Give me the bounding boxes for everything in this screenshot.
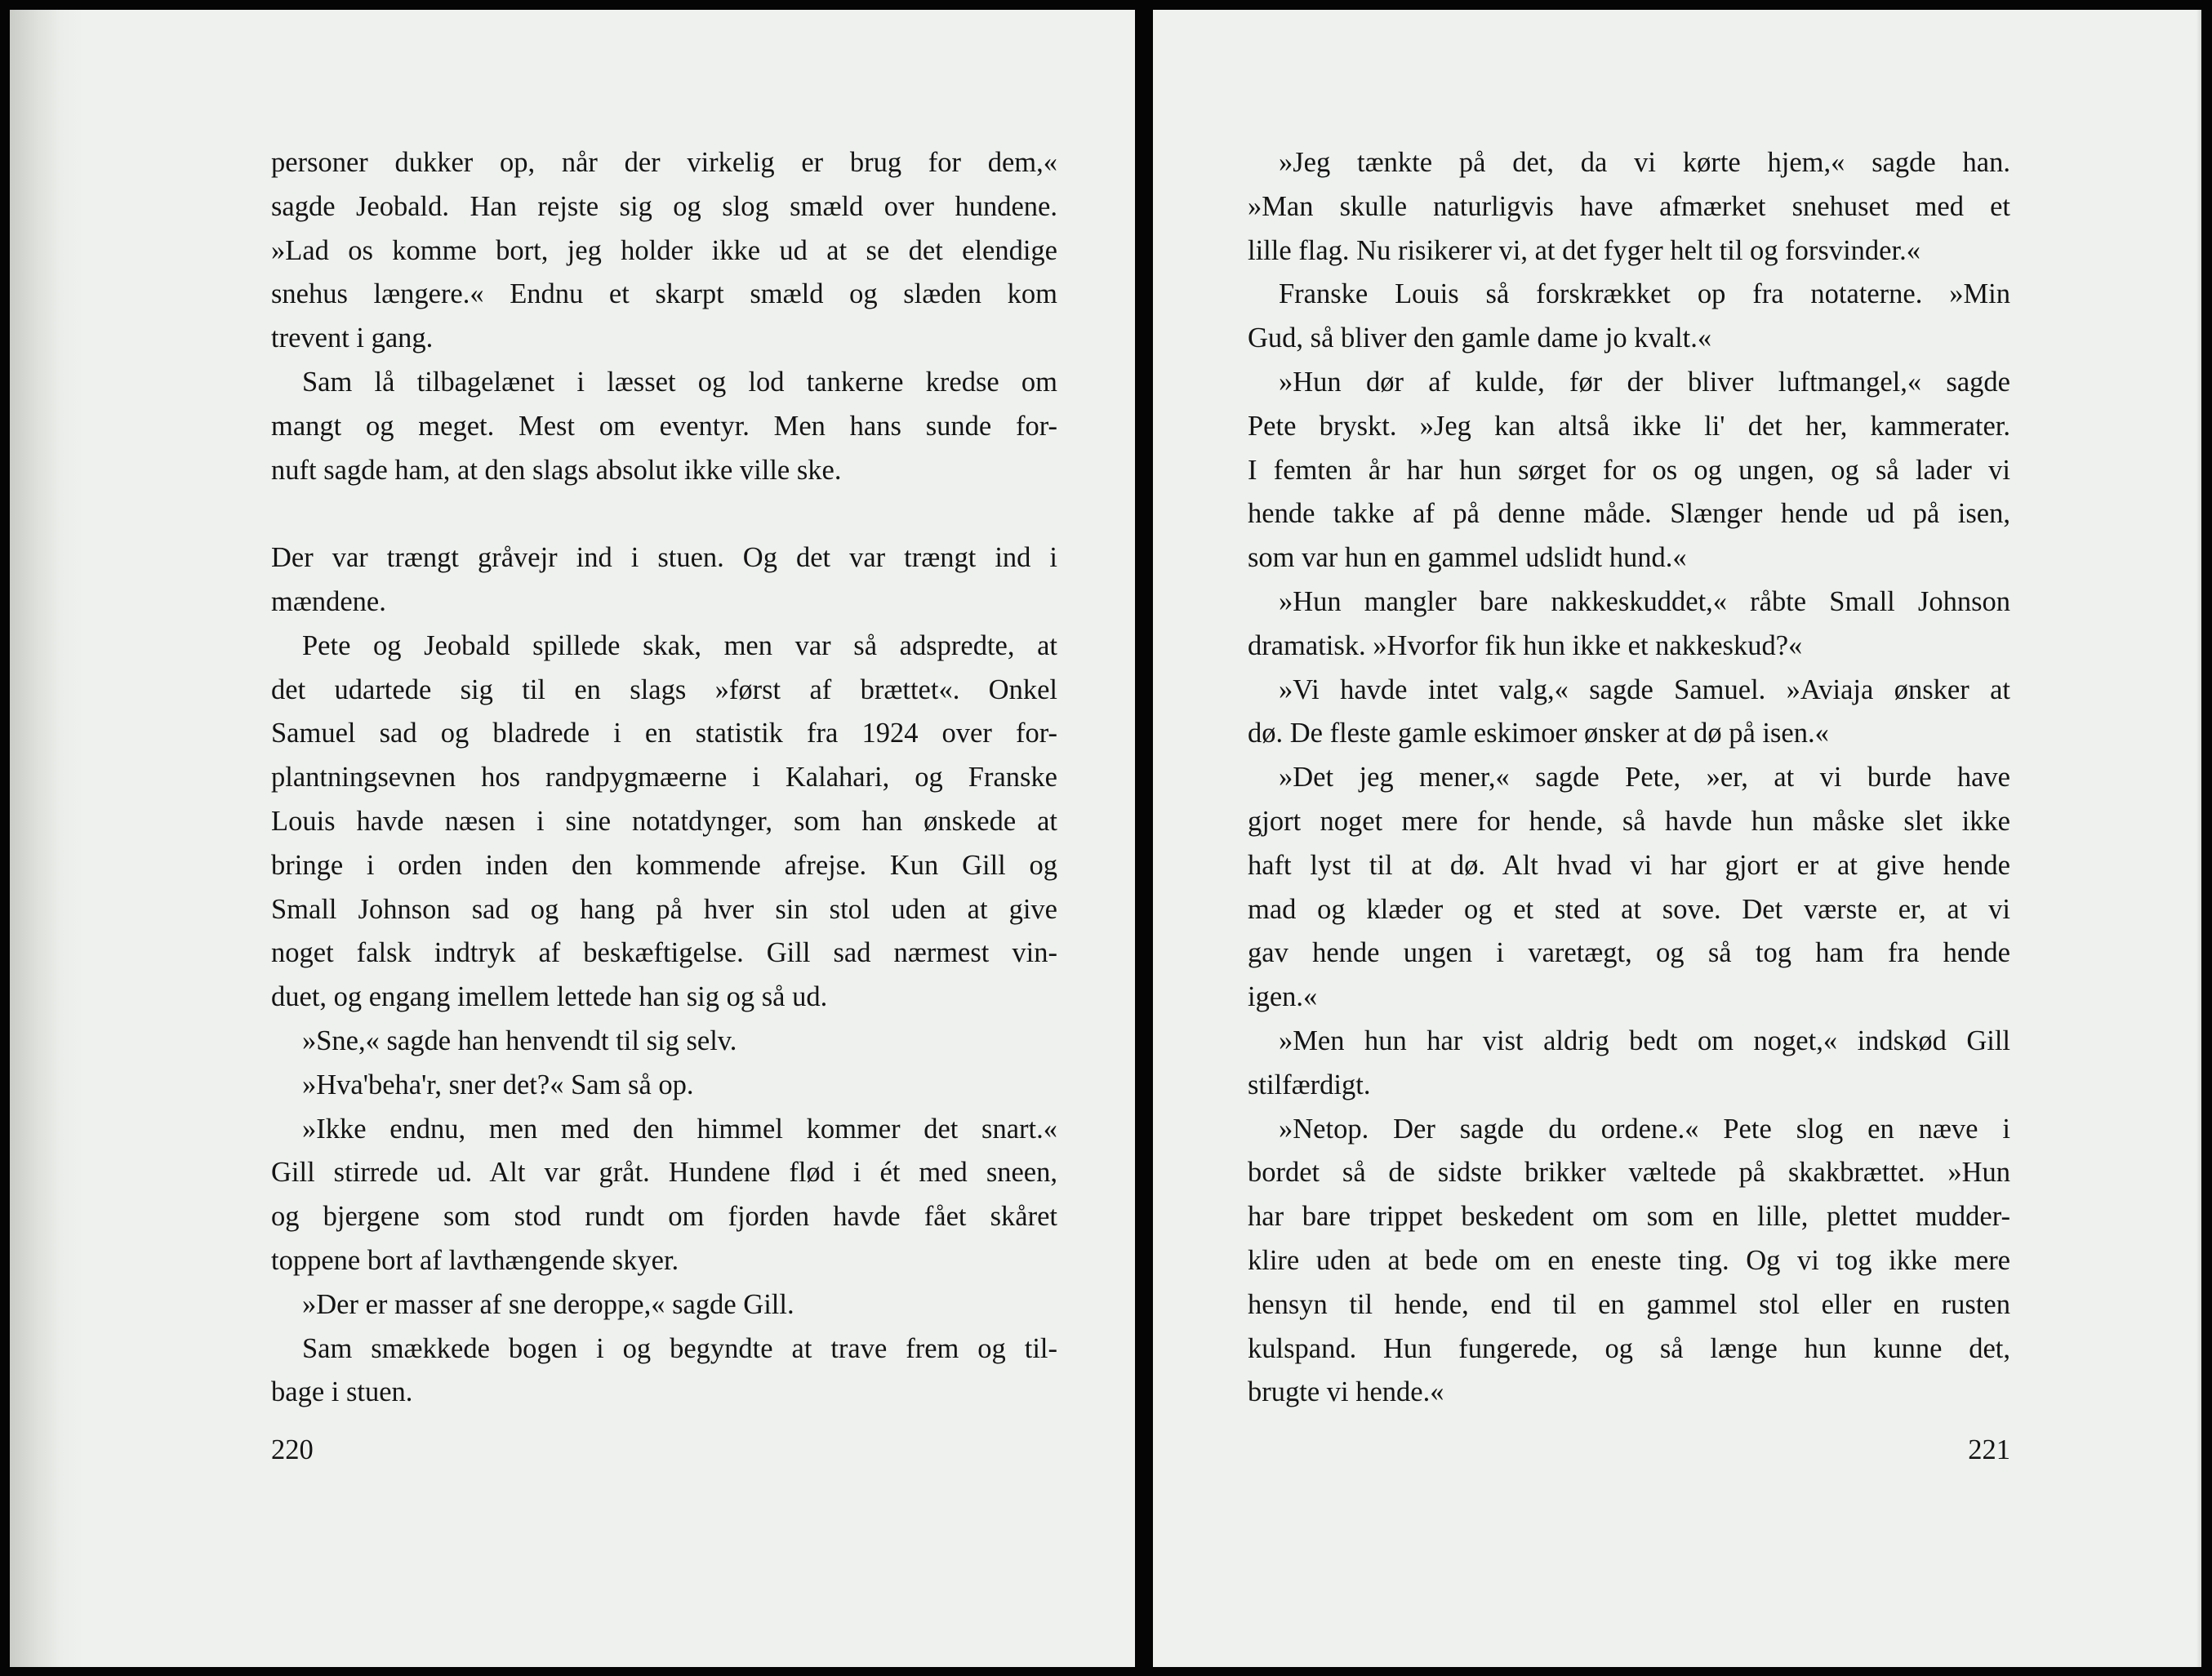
- text-line: snehus længere.« Endnu et skarpt smæld og slæden kom: [271, 278, 1057, 310]
- text-line: Franske Louis så forskrækket op fra notaterne. »Min: [1279, 278, 2010, 310]
- text-line: nuft sagde ham, at den slags absolut ikke ville ske.: [271, 454, 842, 486]
- text-line: Small Johnson sad og hang på hver sin stol uden at give: [271, 893, 1057, 925]
- text-line: og bjergene som stod rundt om fjorden havde fået skåret: [271, 1201, 1057, 1233]
- text-line: igen.«: [1248, 981, 1318, 1013]
- text-line: »Det jeg mener,« sagde Pete, »er, at vi burde have: [1279, 762, 2010, 794]
- text-line: Louis havde næsen i sine notatdynger, som han ønskede at: [271, 805, 1057, 837]
- page-gutter-shadow: [10, 10, 59, 1667]
- text-line: duet, og engang imellem lettede han sig og så ud.: [271, 981, 828, 1013]
- text-line: bringe i orden inden den kommende afrejse. Kun Gill og: [271, 849, 1057, 881]
- text-line: haft lyst til at dø. Alt hvad vi har gjort er at give hende: [1248, 849, 2010, 881]
- text-line: »Lad os komme bort, jeg holder ikke ud at se det elendige: [271, 234, 1057, 266]
- text-line: gav hende ungen i varetægt, og så tog ham fra hende: [1248, 937, 2010, 969]
- page-edge-shadow: [2196, 10, 2201, 1667]
- text-line: brugte vi hende.«: [1248, 1376, 1444, 1408]
- text-line: Gud, så bliver den gamle dame jo kvalt.«: [1248, 322, 1712, 354]
- text-line: Sam smækkede bogen i og begyndte at trave frem og til-: [302, 1332, 1057, 1364]
- text-line: plantningsevnen hos randpygmæerne i Kalahari, og Franske: [271, 762, 1057, 794]
- text-line: »Vi havde intet valg,« sagde Samuel. »Aviaja ønsker at: [1279, 674, 2010, 705]
- text-line: sagde Jeobald. Han rejste sig og slog smæld over hundene.: [271, 190, 1057, 222]
- text-line: Sam lå tilbagelænet i læsset og lod tankerne kredse om: [302, 366, 1057, 398]
- text-line: kulspand. Hun fungerede, og så længe hun kunne det,: [1248, 1332, 2010, 1364]
- text-line: toppene bort af lavthængende skyer.: [271, 1244, 679, 1276]
- text-line: I femten år har hun sørget for os og ungen, og så lader vi: [1248, 454, 2010, 486]
- text-line: Pete bryskt. »Jeg kan altså ikke li' det her, kammerater.: [1248, 410, 2010, 442]
- text-line: »Ikke endnu, men med den himmel kommer det snart.«: [302, 1113, 1057, 1145]
- page-number: 220: [271, 1434, 314, 1465]
- text-line: lille flag. Nu risikerer vi, at det fyger helt til og forsvinder.«: [1248, 234, 1920, 266]
- text-line: mændene.: [271, 585, 386, 617]
- text-line: dramatisk. »Hvorfor fik hun ikke et nakkeskud?«: [1248, 629, 1803, 661]
- text-line: klire uden at bede om en eneste ting. Og vi tog ikke mere: [1248, 1244, 2010, 1276]
- text-line: »Jeg tænkte på det, da vi kørte hjem,« sagde han.: [1279, 147, 2010, 178]
- page-number: 221: [1968, 1434, 2010, 1465]
- text-line: mangt og meget. Mest om eventyr. Men hans sunde for-: [271, 410, 1057, 442]
- text-line: Samuel sad og bladrede i en statistik fra 1924 over for-: [271, 718, 1057, 749]
- right-page: [1153, 10, 2201, 1667]
- text-line: som var hun en gammel udslidt hund.«: [1248, 542, 1687, 574]
- text-line: Pete og Jeobald spillede skak, men var så adspredte, at: [302, 629, 1057, 661]
- left-page-text: [271, 141, 1057, 1415]
- text-line: noget falsk indtryk af beskæftigelse. Gill sad nærmest vin-: [271, 937, 1057, 969]
- right-page-text: [1248, 141, 2010, 1415]
- text-line: personer dukker op, når der virkelig er brug for dem,«: [271, 147, 1057, 178]
- text-line: »Netop. Der sagde du ordene.« Pete slog en næve i: [1279, 1113, 2010, 1145]
- text-line: har bare trippet beskedent om som en lille, plettet mudder-: [1248, 1201, 2010, 1233]
- text-line: »Hun mangler bare nakkeskuddet,« råbte Small Johnson: [1279, 585, 2010, 617]
- text-line: stilfærdigt.: [1248, 1069, 1371, 1100]
- text-line: bordet så de sidste brikker væltede på skakbrættet. »Hun: [1248, 1157, 2010, 1189]
- text-line: trevent i gang.: [271, 322, 434, 354]
- text-line: »Men hun har vist aldrig bedt om noget,« indskød Gill: [1279, 1025, 2010, 1056]
- text-line: hende takke af på denne måde. Slænger hende ud på isen,: [1248, 498, 2010, 530]
- left-page: [10, 10, 1135, 1667]
- section-break: [271, 492, 1057, 536]
- text-line: »Der er masser af sne deroppe,« sagde Gill.: [302, 1288, 794, 1320]
- text-line: »Sne,« sagde han henvendt til sig selv.: [302, 1025, 737, 1056]
- text-line: hensyn til hende, end til en gammel stol eller en rusten: [1248, 1288, 2010, 1320]
- text-line: gjort noget mere for hende, så havde hun måske slet ikke: [1248, 805, 2010, 837]
- text-line: Gill stirrede ud. Alt var gråt. Hundene flød i ét med sneen,: [271, 1157, 1057, 1189]
- text-line: »Hun dør af kulde, før der bliver luftmangel,« sagde: [1279, 366, 2010, 398]
- text-line: det udartede sig til en slags »først af brættet«. Onkel: [271, 674, 1057, 705]
- text-line: Der var trængt gråvejr ind i stuen. Og det var trængt ind i: [271, 542, 1057, 574]
- text-line: bage i stuen.: [271, 1376, 413, 1408]
- text-line: »Hva'beha'r, sner det?« Sam så op.: [302, 1069, 694, 1100]
- text-line: dø. De fleste gamle eskimoer ønsker at dø på isen.«: [1248, 718, 1829, 749]
- text-line: »Man skulle naturligvis have afmærket snehuset med et: [1248, 190, 2010, 222]
- text-line: mad og klæder og et sted at sove. Det værste er, at vi: [1248, 893, 2010, 925]
